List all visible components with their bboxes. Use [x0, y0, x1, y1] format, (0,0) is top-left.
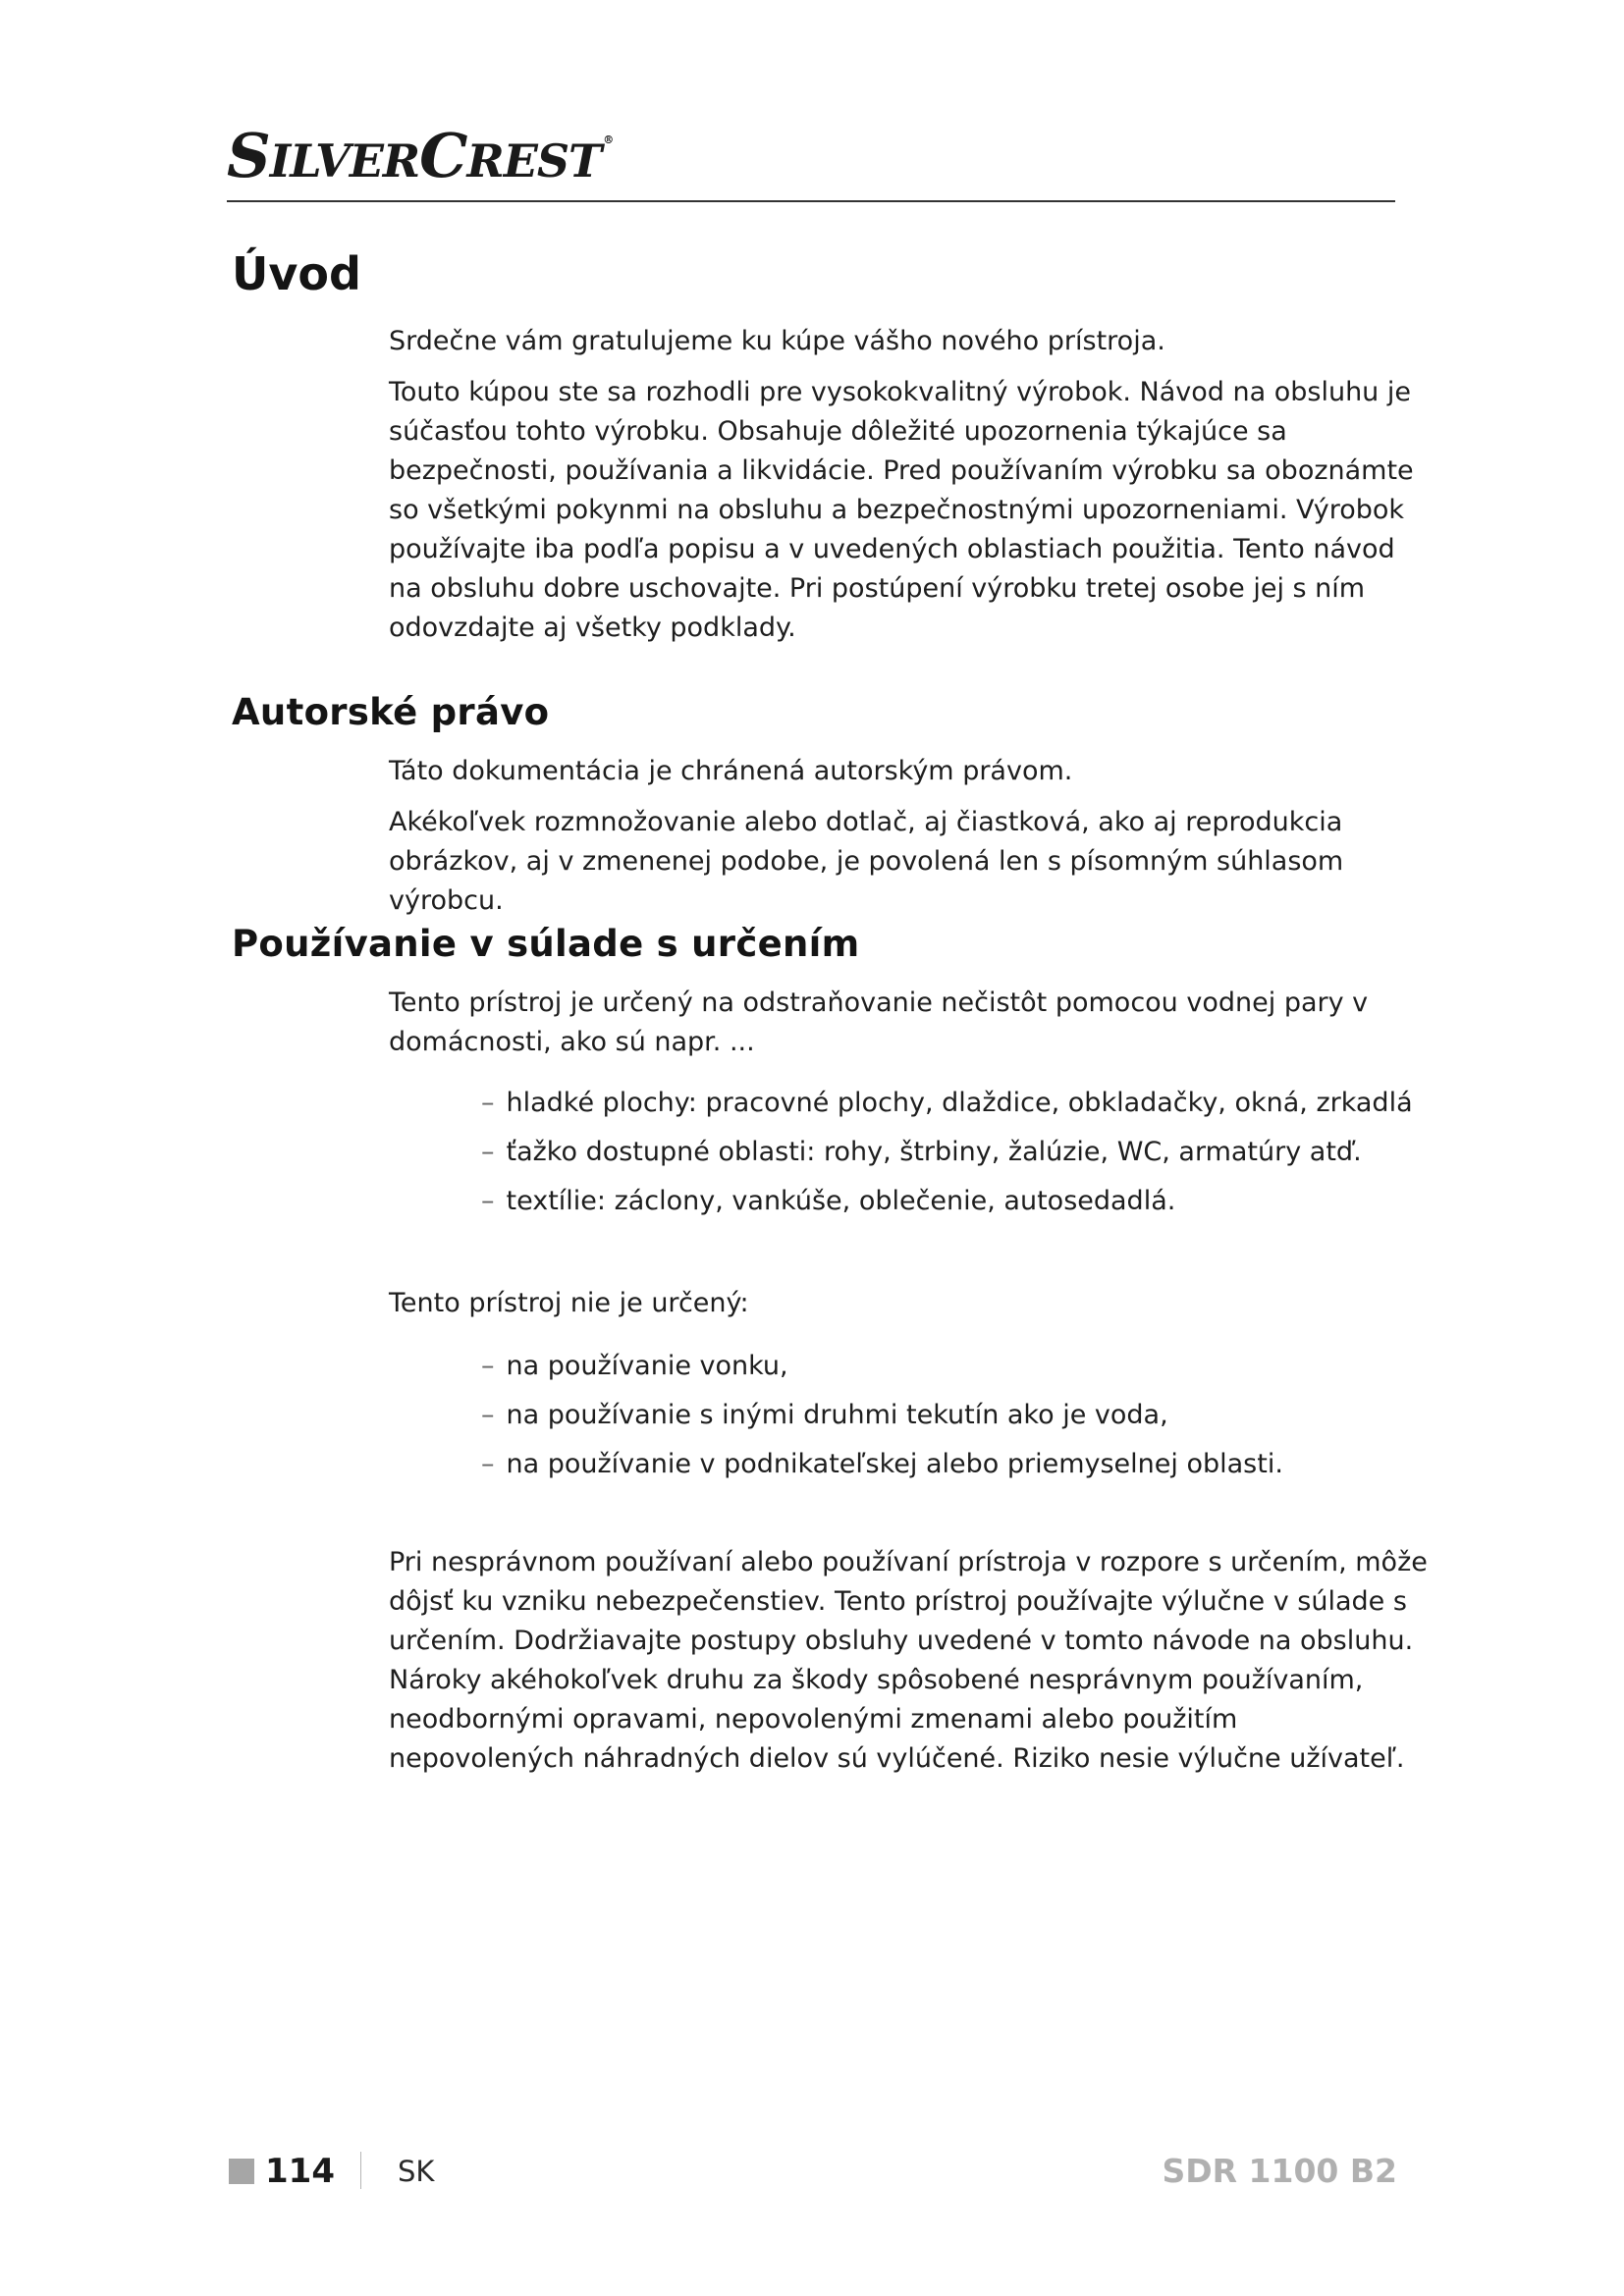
page-marker-square	[229, 2159, 254, 2184]
copyright-body	[389, 752, 1430, 933]
list-item: – textílie: záclony, vankúše, oblečenie, autosedadlá.	[481, 1186, 1176, 1216]
intro-paragraph: Srdečne vám gratulujeme ku kúpe vášho nového prístroja.	[389, 326, 1165, 356]
footer-divider	[360, 2152, 361, 2189]
registered-mark: ®	[603, 133, 614, 146]
section-title-copyright: Autorské právo	[232, 691, 550, 733]
intended-use-intro-text: Tento prístroj je určený na odstraňovanie nečistôt pomocou vodnej pary v domácnosti, ako sú napr. ...	[389, 988, 1369, 1057]
section-title-intro: Úvod	[232, 247, 361, 300]
language-code: SK	[398, 2155, 435, 2188]
intro-paragraph: Touto kúpou ste sa rozhodli pre vysokokvalitný výrobok. Návod na obsluhu je súčasťou tohto výrobku. Obsahuje dôležité upozornenia týkajúce sa bezpečnosti, používania a likvidácie. Pred používaním výrobku sa oboznámte so všetkými pokynmi na obsluhu a bezpečnostnými upozorneniami. Výrobok používajte iba podľa popisu a v uvedených oblastiach použitia. Tento návod na obsluhu dobre uschovajte. Pri postúpení výrobku tretej osobe jej s ním odovzdajte aj všetky podklady.	[389, 377, 1414, 643]
intended-uses-list	[481, 1084, 1443, 1231]
copyright-paragraph: Akékoľvek rozmnožovanie alebo dotlač, aj čiastková, ako aj reprodukcia obrázkov, aj v zmenenej podobe, je povolená len s písomným súhlasom výrobcu.	[389, 807, 1344, 916]
model-number: SDR 1100 B2	[1162, 2152, 1397, 2190]
header-rule	[227, 200, 1395, 202]
copyright-paragraph: Táto dokumentácia je chránená autorským právom.	[389, 756, 1073, 786]
list-item: – ťažko dostupné oblasti: rohy, štrbiny, žalúzie, WC, armatúry atď.	[481, 1137, 1362, 1167]
brand-logo: SILVERCREST ®	[227, 120, 614, 191]
intro-body	[389, 322, 1430, 660]
warning-block	[389, 1543, 1430, 1790]
list-item: – hladké plochy: pracovné plochy, dlaždice, obkladačky, okná, zrkadlá	[481, 1088, 1413, 1118]
list-item: – na používanie vonku,	[481, 1351, 788, 1381]
list-item: – na používanie s inými druhmi tekutín ako je voda,	[481, 1400, 1168, 1430]
warning-paragraph: Pri nesprávnom používaní alebo používaní prístroja v rozpore s určením, môže dôjsť ku vzniku nebezpečenstiev. Tento prístroj používajte výlučne v súlade s určením. Dodržiavajte postupy obsluhy uvedené v tomto návode na obsluhu. Nároky akéhokoľvek druhu za škody spôsobené nesprávnym používaním, neodbornými opravami, nepovolenými zmenami alebo použitím nepovolených náhradných dielov sú vylúčené. Riziko nesie výlučne užívateľ.	[389, 1547, 1428, 1774]
not-intended-intro	[389, 1284, 1430, 1335]
section-title-intended-use: Používanie v súlade s určením	[232, 923, 860, 965]
not-intended-list	[481, 1347, 1443, 1494]
intended-use-intro	[389, 984, 1430, 1074]
page-number: 114	[265, 2152, 335, 2191]
not-intended-intro-text: Tento prístroj nie je určený:	[389, 1288, 749, 1318]
list-item: – na používanie v podnikateľskej alebo priemyselnej oblasti.	[481, 1449, 1283, 1479]
